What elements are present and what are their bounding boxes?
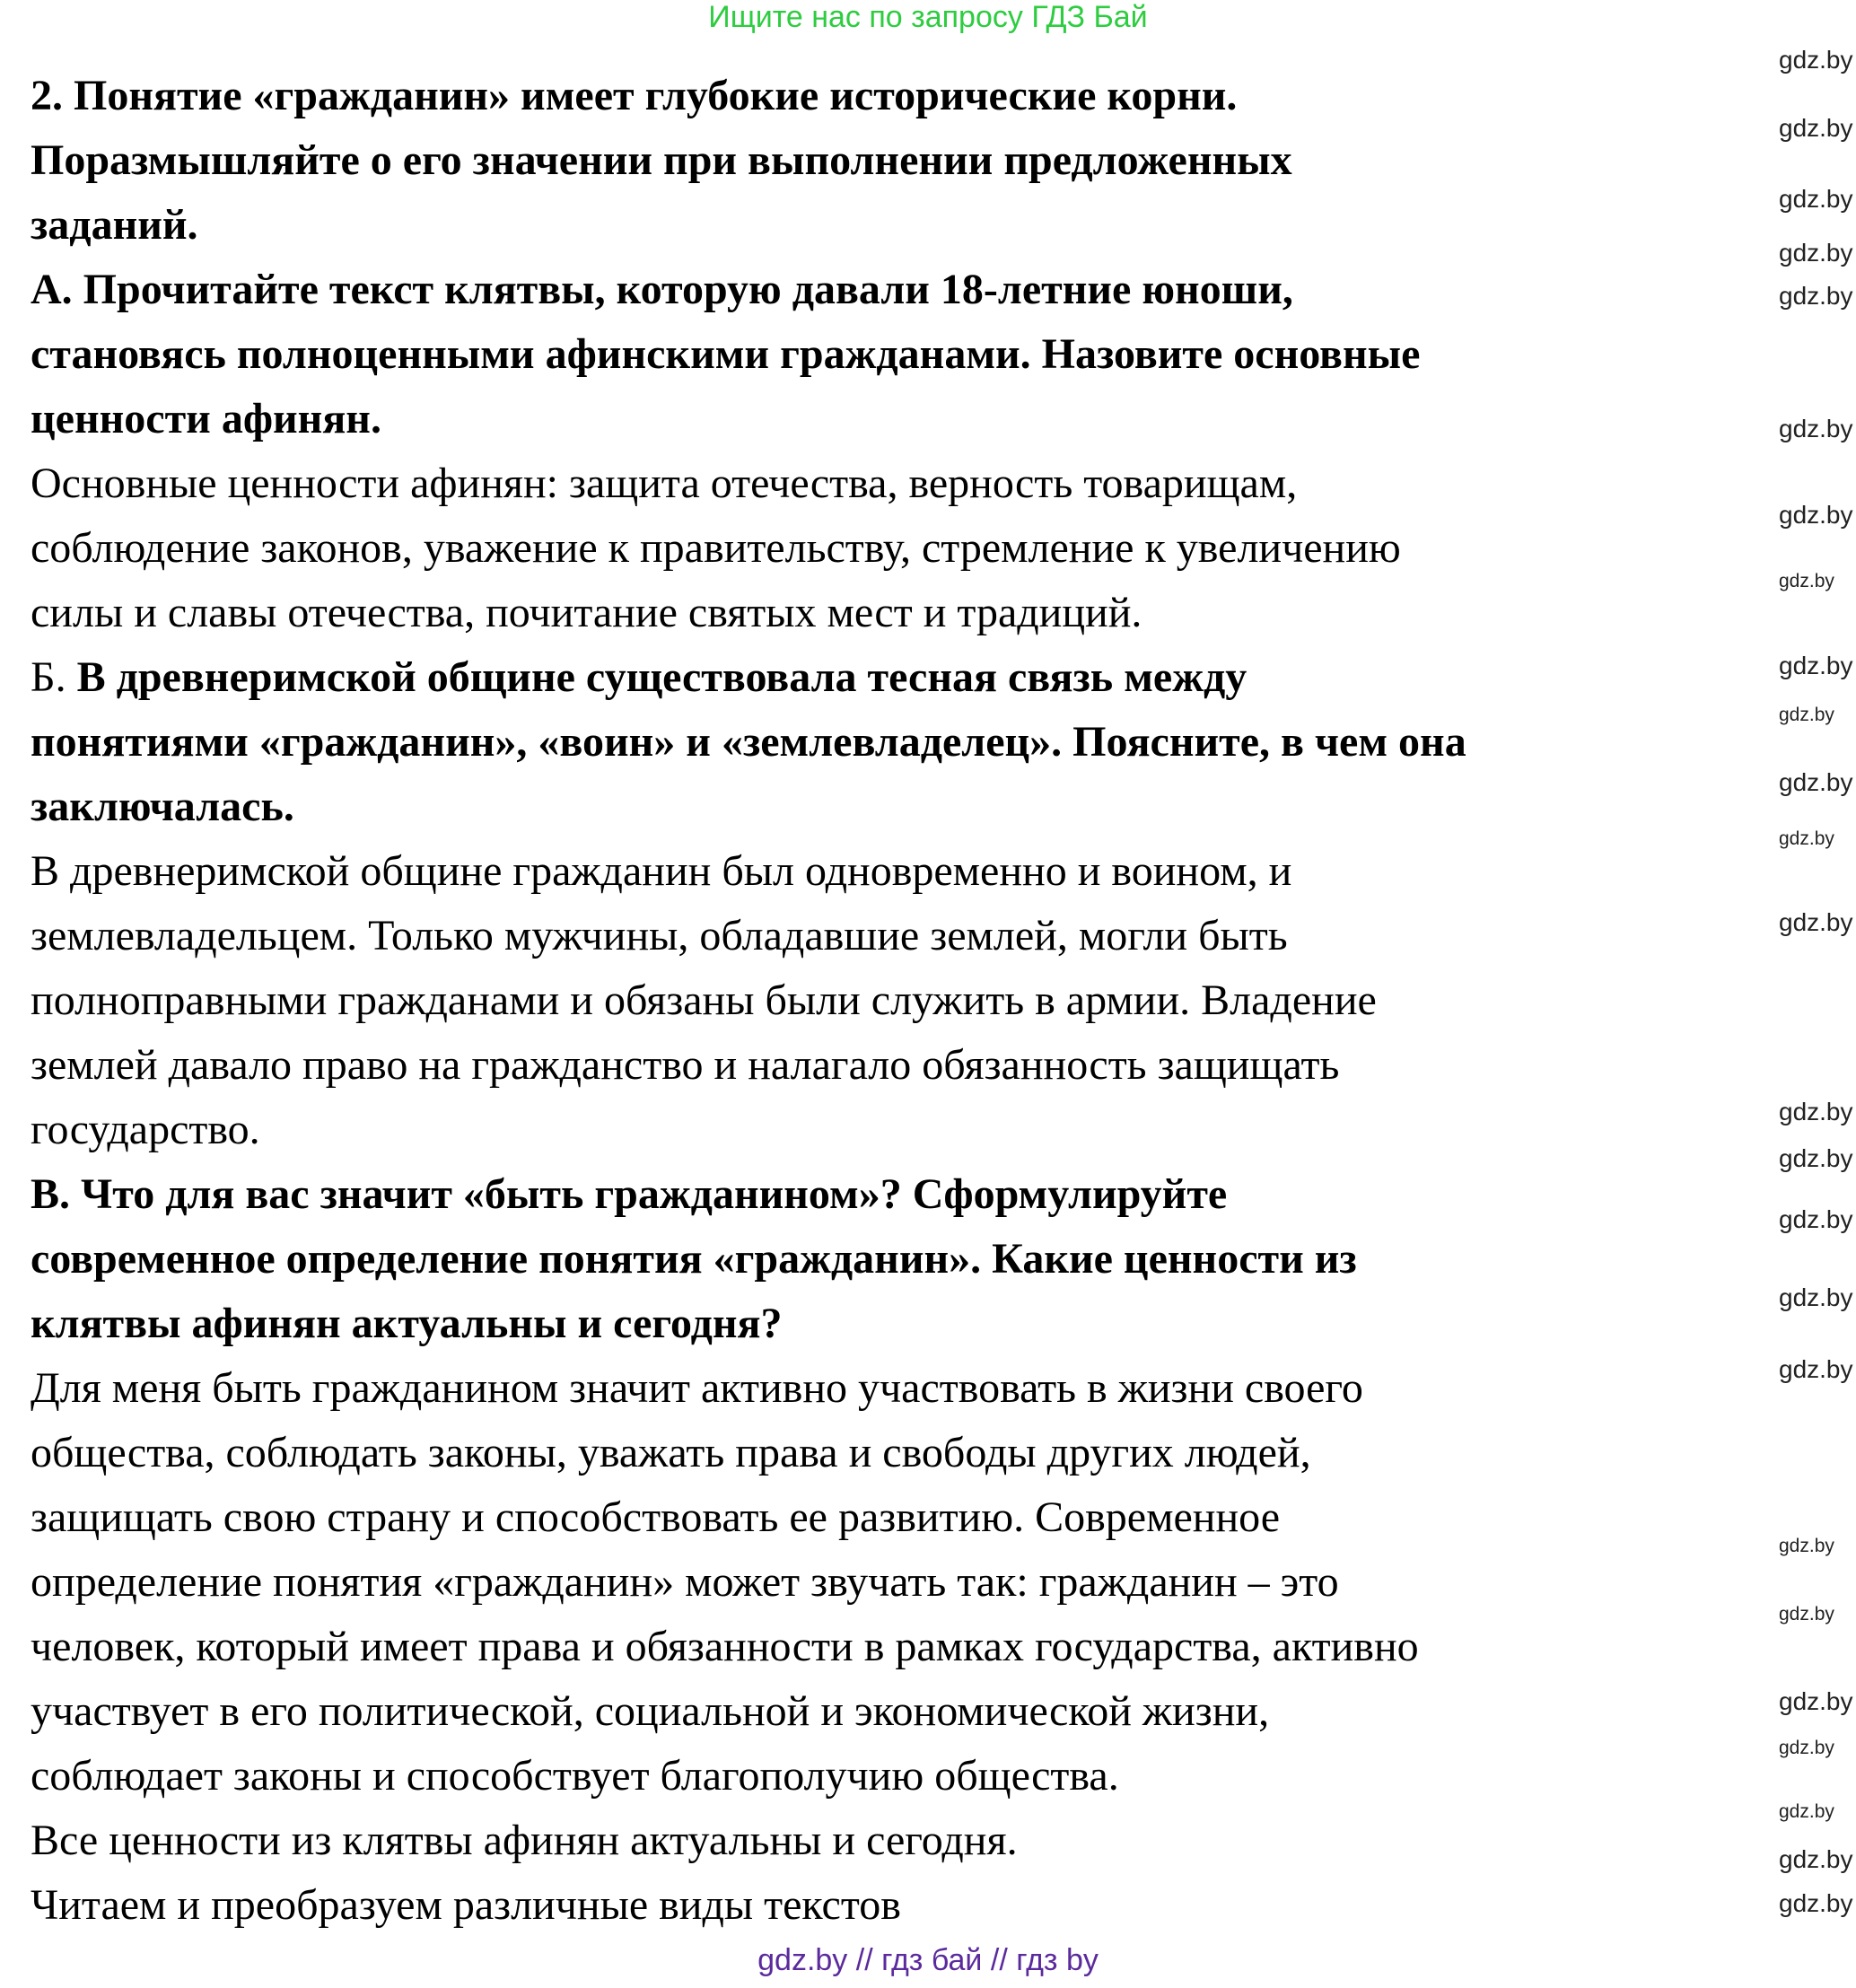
watermark: gdz.by: [1779, 1098, 1853, 1125]
text-line: [31, 1679, 1466, 1744]
watermark: gdz.by: [1779, 1845, 1853, 1873]
watermark: gdz.by: [1779, 1738, 1834, 1758]
text-line: [31, 1033, 1466, 1098]
text-line: [31, 258, 1466, 322]
text-line: [31, 581, 1466, 645]
bold-text: клятвы афинян актуальны и сегодня?: [31, 1300, 783, 1347]
text: Все ценности из клятвы афинян актуальны и сегодня.: [31, 1817, 1018, 1864]
watermark: gdz.by: [1779, 1205, 1853, 1233]
text-line: [31, 64, 1466, 128]
watermark: gdz.by: [1779, 46, 1853, 74]
bold-text: А. Прочитайте текст клятвы, которую давали 18-летние юноши,: [31, 266, 1293, 313]
document-body: [31, 64, 1466, 1938]
bold-text: понятиями «гражданин», «воин» и «землевладелец». Поясните, в чем она: [31, 718, 1466, 766]
text: Читаем и преобразуем различные виды текстов: [31, 1881, 901, 1929]
watermark: gdz.by: [1779, 1687, 1853, 1715]
text-line: [31, 1485, 1466, 1550]
text-line: [31, 322, 1466, 387]
text: определение понятия «гражданин» может звучать так: гражданин – это: [31, 1558, 1339, 1606]
watermark: gdz.by: [1779, 571, 1834, 591]
text-line: [31, 968, 1466, 1033]
watermark: gdz.by: [1779, 908, 1853, 936]
text-line: [31, 451, 1466, 516]
watermark: gdz.by: [1779, 239, 1853, 267]
watermark: gdz.by: [1779, 705, 1834, 725]
watermark: gdz.by: [1779, 415, 1853, 442]
text: В древнеримской общине гражданин был одновременно и воином, и: [31, 847, 1292, 895]
footer-links[interactable]: gdz.by // гдз бай // гдз by: [757, 1943, 1099, 1977]
bold-text: заданий.: [31, 201, 198, 249]
text-line: [31, 1227, 1466, 1292]
bold-text: ценности афинян.: [31, 395, 381, 442]
bold-text: В. Что для вас значит «быть гражданином»? Сформулируйте: [31, 1170, 1228, 1218]
search-banner[interactable]: Ищите нас по запросу ГДЗ Бай: [708, 0, 1148, 34]
text-line: [31, 128, 1466, 193]
watermark: gdz.by: [1779, 282, 1853, 310]
watermark: gdz.by: [1779, 185, 1853, 213]
text-line: [31, 710, 1466, 775]
text: соблюдает законы и способствует благополучию общества.: [31, 1752, 1119, 1800]
watermark: gdz.by: [1779, 1536, 1834, 1556]
text-line: [31, 1098, 1466, 1162]
text-line: [31, 839, 1466, 904]
watermark: gdz.by: [1779, 1801, 1834, 1822]
text-line: [31, 904, 1466, 968]
text: человек, который имеет права и обязанности в рамках государства, активно: [31, 1623, 1419, 1670]
text: государство.: [31, 1106, 260, 1153]
watermark: gdz.by: [1779, 768, 1853, 796]
watermark: gdz.by: [1779, 1144, 1853, 1172]
bold-text: В древнеримской общине существовала тесная связь между: [76, 653, 1248, 701]
text-line: [31, 193, 1466, 258]
text: защищать свою страну и способствовать ее развитию. Современное: [31, 1493, 1281, 1541]
watermark: gdz.by: [1779, 501, 1853, 529]
watermark: gdz.by: [1779, 1355, 1853, 1383]
text: полноправными гражданами и обязаны были служить в армии. Владение: [31, 976, 1377, 1024]
text-line: [31, 645, 1466, 710]
text-line: [31, 1356, 1466, 1421]
text: землей давало право на гражданство и налагало обязанность защищать: [31, 1041, 1340, 1089]
text-line: [31, 1615, 1466, 1679]
bold-text: становясь полноценными афинскими гражданами. Назовите основные: [31, 330, 1421, 378]
watermark: gdz.by: [1779, 1604, 1834, 1625]
text: соблюдение законов, уважение к правительству, стремление к увеличению: [31, 524, 1401, 572]
text: Основные ценности афинян: защита отечества, верность товарищам,: [31, 460, 1298, 507]
text: Б.: [31, 653, 77, 701]
text-line: [31, 1808, 1466, 1873]
bold-text: заключалась.: [31, 783, 294, 830]
text: Для меня быть гражданином значит активно участвовать в жизни своего: [31, 1364, 1363, 1412]
text-line: [31, 1873, 1466, 1938]
text: землевладельцем. Только мужчины, обладавшие землей, могли быть: [31, 912, 1288, 959]
bold-text: Поразмышляйте о его значении при выполнении предложенных: [31, 136, 1292, 184]
text-line: [31, 1421, 1466, 1485]
text-line: [31, 1744, 1466, 1808]
text-line: [31, 1292, 1466, 1356]
watermark: gdz.by: [1779, 114, 1853, 142]
watermark: gdz.by: [1779, 1889, 1853, 1917]
watermark: gdz.by: [1779, 652, 1853, 679]
text-line: [31, 1162, 1466, 1227]
bold-text: современное определение понятия «гражданин». Какие ценности из: [31, 1235, 1357, 1283]
bold-text: 2. Понятие «гражданин» имеет глубокие исторические корни.: [31, 72, 1238, 119]
text: общества, соблюдать законы, уважать права и свободы других людей,: [31, 1429, 1311, 1476]
watermark: gdz.by: [1779, 828, 1834, 849]
watermark: gdz.by: [1779, 1283, 1853, 1311]
text-line: [31, 1550, 1466, 1615]
text-line: [31, 387, 1466, 451]
text-line: [31, 516, 1466, 581]
text: силы и славы отечества, почитание святых мест и традиций.: [31, 589, 1142, 636]
text: участвует в его политической, социальной и экономической жизни,: [31, 1687, 1270, 1735]
text-line: [31, 775, 1466, 839]
